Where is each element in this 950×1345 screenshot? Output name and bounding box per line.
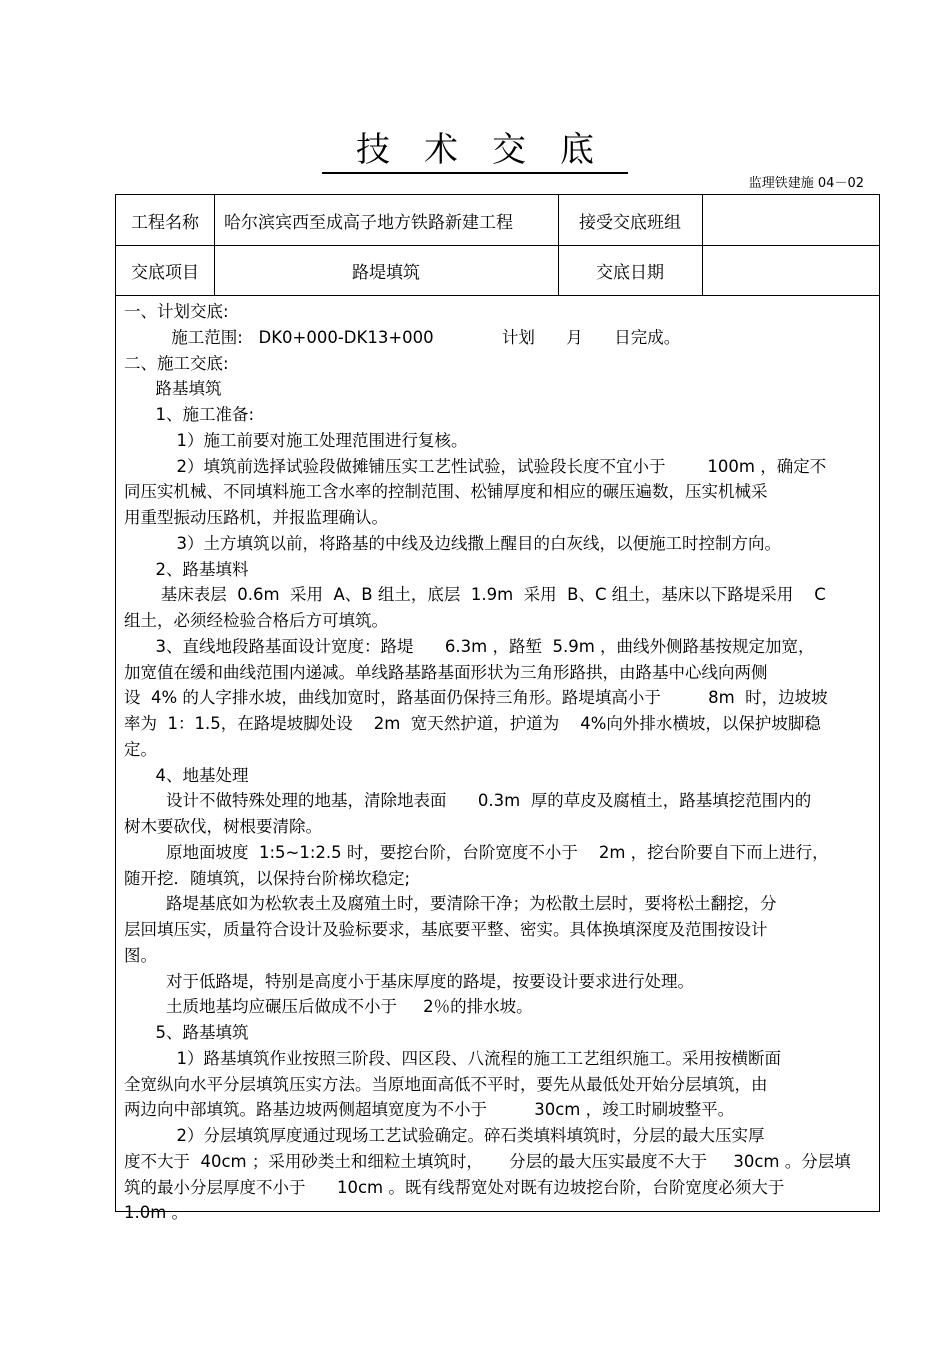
content-line: 同压实机械、不同填料施工含水率的控制范围、松铺厚度和相应的碾压遍数，压实机械采 [124,482,768,502]
content-line: 路基填筑 [124,379,222,399]
content-line: 施工范围: DK0+000-DK13+000 计划 月 日完成。 [124,327,681,347]
content-line: 设 4% 的人字排水坡，曲线加宽时，路基面仍保持三角形。路堤填高小于 8m 时，边坡坡 [124,688,828,708]
content-line: 3、直线地段路基面设计宽度：路堤 6.3m ，路堑 5.9m ，曲线外侧路基按规定加宽， [124,636,815,656]
content-line: 两边向中部填筑。路基边坡两侧超填宽度为不小于 30cm ，竣工时刷坡整平。 [124,1100,735,1120]
content-line: 二、施工交底: [124,353,229,373]
content-line: 图。 [124,945,157,965]
content-line: 4、地基处理 [124,765,249,785]
date-label: 交底日期 [596,262,664,283]
row-divider [116,295,879,296]
project-name-label: 工程名称 [131,212,199,233]
content-line: 对于低路堤，特别是高度小于基床厚度的路堤，按要设计要求进行处理。 [124,971,694,991]
content-line: 筑的最小分层厚度不小于 10cm 。既有线帮宽处对既有边坡挖台阶，台阶宽度必须大于 [124,1177,785,1197]
team-value [702,195,880,245]
content-line: 树木要砍伐，树根要清除。 [124,817,322,836]
content-line: 基床表层 0.6m 采用 A、B 组土，底层 1.9m 采用 B、C 组土，基床以下路堤采用 C [124,585,826,605]
content-line: 2）填筑前选择试验段做摊铺压实工艺性试验，试验段长度不宜小于 100m ，确定不 [124,456,827,476]
content-line: 3）土方填筑以前，将路基的中线及边线撒上醒目的白灰线，以便施工时控制方向。 [124,533,781,553]
content-line: 加宽值在缓和曲线范围内递减。单线路基路基面形状为三角形路拱，由路基中心线向两侧 [124,662,768,682]
content-line: 设计不做特殊处理的地基，清除地表面 0.3m 厚的草皮及腐植土，路基填挖范围内的 [124,791,812,811]
content-line: 原地面坡度 1:5~1:2.5 时，要挖台阶，台阶宽度不小于 2m ，挖台阶要自下而上进行， [124,842,829,862]
item-label: 交底项目 [131,262,199,283]
content-line: 用重型振动压路机，并报监理确认。 [124,508,388,527]
content-line: 率为 1：1.5，在路堤坡脚处设 2m 宽天然护道，护道为 4%向外排水横坡，以保护坡脚稳 [124,714,821,733]
content-line: 土质地基均应碾压后做成不小于 2％的排水坡。 [124,997,533,1017]
content-line: 度不大于 40cm ；采用砂类土和细粒土填筑时， 分层的最大压实最度不大于 30cm 。分层填 [124,1151,851,1171]
team-label: 接受交底班组 [579,212,681,233]
content-line: 5、路基填筑 [124,1023,249,1042]
content-line: 1.0m 。 [124,1203,189,1223]
document-title: 技术交底 [0,122,950,171]
content-line: 路堤基底如为松软表土及腐殖土时，要清除干净；为松散土层时，要将松土翻挖，分 [124,894,777,914]
content-line: 定。 [124,739,157,759]
content-line: 2）分层填筑厚度通过现场工艺试验确定。碎石类填料填筑时，分层的最大压实厚 [124,1126,765,1145]
content-line: 全宽纵向水平分层填筑压实方法。当原地面高低不平时，要先从最低处开始分层填筑，由 [124,1074,768,1094]
content-line: 层回填压实，质量符合设计及验标要求，基底要平整、密实。具体换填深度及范围按设计 [124,920,768,939]
project-name-value: 哈尔滨宾西至成高子地方铁路新建工程 [224,212,513,233]
content-line: 组土，必须经检验合格后方可填筑。 [124,611,388,630]
item-value: 路堤填筑 [352,262,420,283]
document-number: 监理铁建施 04－02 [748,176,864,191]
content-line: 一、计划交底: [124,302,229,321]
date-value [702,245,880,295]
content-line: 随开挖．随填筑，以保持台阶梯坎稳定; [124,868,411,888]
content-line: 1）路基填筑作业按照三阶段、四区段、八流程的施工工艺组织施工。采用按横断面 [124,1048,781,1068]
handover-table [115,194,880,1223]
content-line: 1、施工准备: [124,405,255,424]
content-line: 2、路基填料 [124,559,249,579]
content-line: 1）施工前要对施工处理范围进行复核。 [124,430,468,450]
